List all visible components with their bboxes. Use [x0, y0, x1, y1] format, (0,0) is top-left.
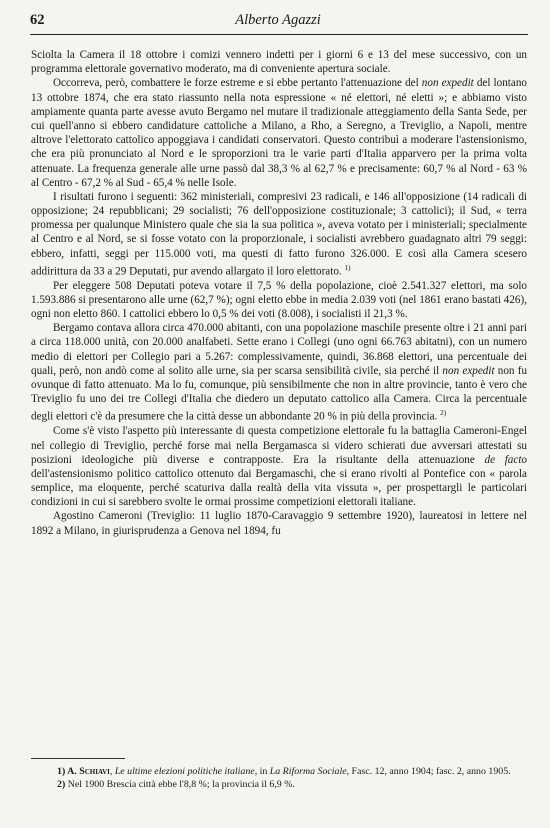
text-run: Sciolta la Camera il 18 ottobre i comizi vennero indetti per i giorni 6 e 13 del mese successivo, con un programma elettorale governativo moderato, ma di conveniente apertura sociale. — [31, 49, 527, 76]
paragraph — [31, 279, 527, 322]
paragraph — [31, 48, 527, 76]
footnote-rule — [31, 758, 125, 759]
text-run: non expedit — [421, 77, 474, 90]
paragraph — [31, 424, 527, 509]
body-text — [31, 48, 527, 538]
text-run: non expedit — [442, 364, 495, 377]
text-run: I risultati furono i seguenti: 362 ministeriali, compresivi 23 radicali, e 146 all'opposizione (14 radicali di opposizione; 24 repubblicani; 29 socialisti; 76 dell'opposizione costituzionale; 3 cattolici); il Sud, « terra promessa per qualunque Ministero quale che sia la sua politica », aveva votato per i ministeriali; specialmente al Centro e al Nord, se si fosse votato con la proporzionale, i socialisti avrebbero guadagnato altri 79 seggi: ebbero, infatti, seggi per 115.000 voti, ma questi di fatto furono 326.000. E così alla Camera scesero addirittura da 33 a 29 Deputati, pur avendo allargato il loro elettorato. — [31, 190, 527, 278]
paragraph — [31, 509, 527, 537]
text-run: de facto — [484, 453, 527, 466]
text-run: dell'astensionismo politico cattolico ottenuto dai Bergamaschi, che si erano rivolti al Pontefice con « parola semplice, ma eloquente, perché scaturiva dalla realtà della vita vissuta », per prospettargli le particolari condizioni in cui si sarebbero svolte le ormai prossime competizioni elettorali italiane. — [31, 467, 527, 509]
text-run: , — [109, 766, 115, 777]
text-run: 1) — [57, 766, 66, 777]
footnote — [31, 765, 527, 778]
text-run: Occorreva, però, combattere le forze estreme e si ebbe pertanto l'attenuazione del — [53, 77, 422, 90]
text-run: Le ultime elezioni politiche italiane — [114, 766, 255, 777]
text-run: A. Schiavi — [65, 766, 110, 777]
paragraph — [31, 190, 527, 279]
text-run: , in — [254, 766, 270, 777]
text-run: Bergamo contava allora circa 470.000 abitanti, con una popolazione maschile presente oltre i 21 anni pari a circa 118.000 unità, con 20.000 analfabeti. Sette erano i Collegi (uno ogni 66.763 abitatni), con un numero medio di elettori per Collegio pari a 5.267: complessivamente, quindi, 36.868 elettori, una percentuale dei quali, però, non andò come al solito alle urne, sia per scarsa sensibilità civile, sia perché il — [31, 322, 527, 377]
running-title: Alberto Agazzi — [235, 12, 321, 28]
text-run: , Fasc. 12, anno 1904; fasc. 2, anno 1905. — [346, 766, 511, 777]
page-number: 62 — [30, 12, 45, 28]
text-run: non fu ovunque di fatto attenuato. Ma lo fu, comunque, più sensibilmente che non in altre provincie, tanto è vero che Treviglio fu uno dei tre Collegi d'Italia che diedero un deputato cattolico alla Camera. Circa la percentuale degli elettori c'è da presumere che la città desse un abbondante 20 % in più della provincia. — [31, 364, 528, 424]
paragraph — [31, 76, 527, 190]
paragraph — [31, 321, 527, 424]
text-run: 2) — [57, 779, 66, 790]
text-run: Per eleggere 508 Deputati poteva votare il 7,5 % della popolazione, cioè 2.541.327 elettori, ma solo 1.593.886 si presentarono alle urne (62,7 %); ogni eletto ebbe in media 2.039 voti (nel 1861 erano bastati 426), ogni non eletto 860. I cattolici ebbero lo 0,5 % dei voti (8.008), i socialisti il 21,3 %. — [31, 279, 527, 321]
text-run: Agostino Cameroni (Treviglio: 11 luglio 1870-Caravaggio 9 settembre 1920), laureatosi in lettere nel 1892 a Milano, in giurisprudenza a Genova nel 1894, fu — [31, 510, 527, 537]
footnote-ref: 2) — [440, 409, 447, 418]
text-run: del lontano 13 ottobre 1874, che era stato riassunto nella nota espressione « né elettori, né eletti »; e abbiamo visto ampiamente quanta parte avesse avuto Bergamo nel mutare il tradizionale atteggiamento della Santa Sede, per cui quell'anno si ebbero candidature cattoliche a Milano, a Rho, a Seregno, a Treviglio, a Napoli, mentre altrove l'elettorato cattolico appoggiava i candidati conservatori. Questo contribuì a moderare l'astensionismo, che era più pronunciato al Nord e le sproporzioni tra le varie parti d'Italia apparvero per la prima volta attenuate. La frequenza generale alle urne passò dal 38,3 % al 62,7 % e precisamente: 60,7 % al Nord - 63 % al Centro - 67,2 % al Sud - 65,4 % nelle Isole. — [31, 77, 527, 189]
text-run: La Riforma Sociale — [269, 766, 347, 777]
header-rule — [30, 34, 528, 35]
page-header — [30, 12, 526, 34]
footnotes — [31, 765, 527, 791]
footnote-ref: 1) — [344, 263, 351, 272]
footnote — [31, 778, 527, 791]
text-run: Nel 1900 Brescia città ebbe l'8,8 %; la provincia il 6,9 %. — [65, 779, 295, 790]
text-run: Come s'è visto l'aspetto più interessante di questa competizione elettorale fu la battaglia Cameroni-Engel nel collegio di Treviglio, perché forse mai nella Bergamasca si videro schierati due avversari attestati su posizioni ideologiche più diverse e contrapposte. Era la risultante della attenuazione — [31, 425, 527, 466]
